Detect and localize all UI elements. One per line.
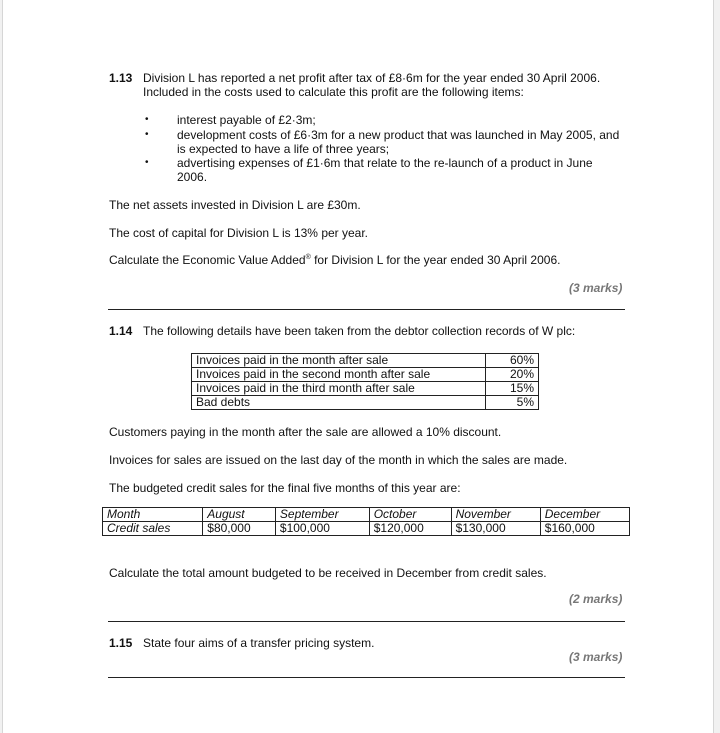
section-divider (108, 621, 625, 622)
q113-question-part1: Calculate the Economic Value Added (109, 253, 306, 267)
table-cell-label: Invoices paid in the third month after sale (192, 382, 486, 396)
sales-value-cell: $120,000 (369, 522, 451, 536)
q113-question-part2: for Division L for the year ended 30 April 2006. (310, 253, 561, 267)
table-row (192, 368, 539, 382)
table-row (192, 396, 539, 410)
sales-value-cell: $80,000 (203, 522, 276, 536)
q113-bullet-2-line2: is expected to have a life of three years; (177, 142, 390, 156)
table-cell-label: Invoices paid in the second month after sale (192, 368, 486, 382)
table-row-credit-sales (103, 522, 630, 536)
q115-marks: (3 marks) (569, 650, 623, 664)
month-cell: October (369, 508, 451, 522)
q113-bullet-1: interest payable of £2·3m; (177, 113, 316, 127)
registered-mark: ® (305, 254, 311, 261)
q114-invoice-note: Invoices for sales are issued on the last day of the month in which the sales are made. (109, 453, 568, 467)
question-number-1-13: 1.13 (109, 71, 133, 85)
q113-bullet-3-line2: 2006. (177, 170, 208, 184)
q114-question: Calculate the total amount budgeted to be received in December from credit sales. (109, 566, 547, 580)
q113-intro-line1: Division L has reported a net profit after tax of £8·6m for the year ended 30 April 2006. (143, 71, 601, 85)
table-header-credit-sales: Credit sales (103, 522, 203, 536)
debtor-collection-table (191, 353, 539, 410)
bullet-icon: • (145, 114, 149, 125)
q115-question: State four aims of a transfer pricing system. (143, 636, 375, 650)
sales-value-cell: $100,000 (275, 522, 369, 536)
section-divider (108, 309, 625, 310)
bullet-icon: • (145, 129, 149, 140)
table-row-month (103, 508, 630, 522)
q114-marks: (2 marks) (569, 592, 623, 606)
table-cell-label: Bad debts (192, 396, 486, 410)
q113-cost-of-capital: The cost of capital for Division L is 13% per year. (109, 226, 369, 240)
table-cell-value: 15% (486, 382, 539, 396)
question-number-1-14: 1.14 (109, 324, 133, 338)
q113-intro-line2: Included in the costs used to calculate this profit are the following items: (143, 85, 524, 99)
sales-value-cell: $130,000 (451, 522, 540, 536)
table-cell-value: 20% (486, 368, 539, 382)
section-divider (108, 677, 625, 678)
table-row (192, 354, 539, 368)
month-cell: November (451, 508, 540, 522)
q113-question (109, 253, 560, 267)
q113-net-assets: The net assets invested in Division L are £30m. (109, 198, 361, 212)
sales-value-cell: $160,000 (540, 522, 629, 536)
q113-bullet-2-line1: development costs of £6·3m for a new product that was launched in May 2005, and (177, 128, 620, 142)
month-cell: September (275, 508, 369, 522)
month-cell: December (540, 508, 629, 522)
q114-intro: The following details have been taken from the debtor collection records of W plc: (143, 324, 576, 338)
table-cell-label: Invoices paid in the month after sale (192, 354, 486, 368)
q113-bullet-3-line1: advertising expenses of £1·6m that relate to the re-launch of a product in June (177, 156, 593, 170)
bullet-icon: • (145, 157, 149, 168)
q114-budget-intro: The budgeted credit sales for the final five months of this year are: (109, 481, 461, 495)
question-number-1-15: 1.15 (109, 636, 133, 650)
credit-sales-table (102, 507, 630, 536)
table-header-month: Month (103, 508, 203, 522)
month-cell: August (203, 508, 276, 522)
q113-marks: (3 marks) (569, 281, 623, 295)
table-cell-value: 60% (486, 354, 539, 368)
table-cell-value: 5% (486, 396, 539, 410)
q114-discount-note: Customers paying in the month after the sale are allowed a 10% discount. (109, 425, 502, 439)
table-row (192, 382, 539, 396)
